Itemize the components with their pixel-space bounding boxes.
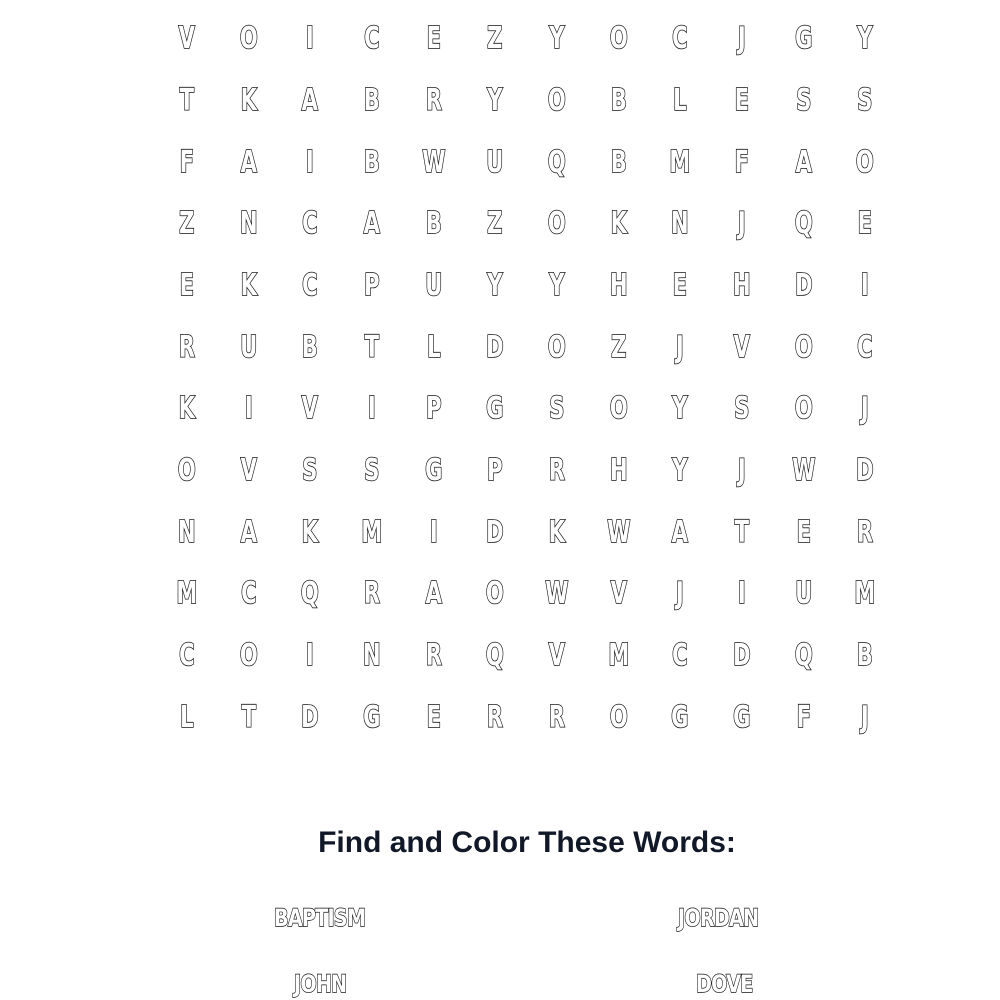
grid-letter[interactable]: W <box>421 144 446 180</box>
grid-letter[interactable]: T <box>364 329 379 365</box>
grid-letter[interactable]: O <box>547 82 566 118</box>
grid-letter[interactable]: Y <box>549 267 565 303</box>
grid-letter[interactable]: E <box>426 21 441 57</box>
grid-letter[interactable]: C <box>302 267 318 303</box>
grid-letter[interactable]: J <box>676 576 684 612</box>
grid-letter[interactable]: U <box>486 144 504 180</box>
grid-letter[interactable]: I <box>429 514 438 550</box>
grid-letter[interactable]: J <box>861 391 869 427</box>
grid-letter[interactable]: R <box>425 82 442 118</box>
grid-letter[interactable]: C <box>672 21 688 57</box>
grid-letter[interactable]: I <box>367 391 376 427</box>
grid-letter[interactable]: I <box>306 21 315 57</box>
grid-letter[interactable]: M <box>607 637 629 673</box>
word-item[interactable]: DOVE <box>696 970 753 998</box>
grid-letter[interactable]: L <box>673 82 687 118</box>
grid-letter[interactable]: D <box>301 699 319 735</box>
grid-letter[interactable]: W <box>606 514 631 550</box>
grid-letter[interactable]: E <box>857 206 873 242</box>
grid-letter[interactable]: R <box>363 576 380 612</box>
grid-letter[interactable]: T <box>241 699 256 735</box>
grid-letter[interactable]: R <box>178 329 195 365</box>
grid-letter[interactable]: V <box>610 576 627 612</box>
grid-letter[interactable]: B <box>363 82 380 118</box>
grid-letter[interactable]: I <box>861 267 869 303</box>
grid-letter[interactable]: C <box>364 21 380 57</box>
grid-letter[interactable]: C <box>240 576 257 612</box>
grid-letter[interactable]: O <box>486 576 505 612</box>
grid-letter[interactable]: O <box>177 452 196 488</box>
grid-letter[interactable]: S <box>302 452 318 488</box>
grid-letter[interactable]: P <box>487 452 503 488</box>
grid-letter[interactable]: B <box>610 82 627 118</box>
grid-letter[interactable]: K <box>548 514 565 550</box>
grid-letter[interactable]: W <box>545 576 569 612</box>
grid-letter[interactable]: W <box>791 452 816 488</box>
grid-letter[interactable]: S <box>857 82 873 118</box>
grid-letter[interactable]: U <box>794 576 812 612</box>
grid-letter[interactable]: Q <box>547 144 566 180</box>
grid-letter[interactable]: T <box>734 514 749 550</box>
grid-letter[interactable]: V <box>733 329 750 365</box>
grid-letter[interactable]: F <box>796 699 811 735</box>
grid-letter[interactable]: S <box>795 82 811 118</box>
grid-letter[interactable]: Z <box>610 329 627 365</box>
grid-letter[interactable]: O <box>547 329 566 365</box>
grid-letter[interactable]: E <box>179 267 195 303</box>
grid-letter[interactable]: K <box>301 514 319 550</box>
grid-letter[interactable]: E <box>426 699 441 735</box>
grid-letter[interactable]: O <box>794 391 813 427</box>
grid-letter[interactable]: U <box>424 267 442 303</box>
grid-letter[interactable]: S <box>364 452 380 488</box>
grid-letter[interactable]: Z <box>487 21 503 57</box>
grid-letter[interactable]: A <box>301 82 319 118</box>
grid-letter[interactable]: N <box>671 206 689 242</box>
grid-letter[interactable]: G <box>363 699 381 735</box>
grid-letter[interactable]: Y <box>857 21 873 57</box>
grid-letter[interactable]: M <box>361 514 383 550</box>
grid-letter[interactable]: D <box>794 267 813 303</box>
grid-letter[interactable]: P <box>364 267 380 303</box>
grid-letter[interactable]: B <box>610 144 627 180</box>
grid-letter[interactable]: G <box>671 699 689 735</box>
grid-letter[interactable]: M <box>176 576 198 612</box>
grid-letter[interactable]: V <box>301 391 319 427</box>
grid-letter[interactable]: K <box>610 206 627 242</box>
grid-letter[interactable]: A <box>671 514 689 550</box>
grid-letter[interactable]: H <box>609 267 628 303</box>
grid-letter[interactable]: J <box>861 699 869 735</box>
grid-letter[interactable]: B <box>302 329 319 365</box>
grid-letter[interactable]: L <box>426 329 441 365</box>
grid-letter[interactable]: E <box>734 82 749 118</box>
grid-letter[interactable]: B <box>363 144 380 180</box>
grid-letter[interactable]: R <box>425 637 442 673</box>
grid-letter[interactable]: J <box>737 452 746 488</box>
grid-letter[interactable]: R <box>548 699 565 735</box>
grid-letter[interactable]: R <box>856 514 874 550</box>
grid-letter[interactable]: J <box>676 329 684 365</box>
grid-letter[interactable]: O <box>547 206 566 242</box>
grid-letter[interactable]: D <box>486 514 504 550</box>
grid-letter[interactable]: N <box>178 514 196 550</box>
grid-letter[interactable]: O <box>856 144 874 180</box>
grid-letter[interactable]: A <box>240 514 257 550</box>
grid-letter[interactable]: B <box>425 206 442 242</box>
grid-letter[interactable]: I <box>306 637 315 673</box>
grid-letter[interactable]: A <box>425 576 442 612</box>
grid-letter[interactable]: C <box>179 637 195 673</box>
grid-letter[interactable]: I <box>306 144 315 180</box>
grid-letter[interactable]: D <box>856 452 874 488</box>
grid-letter[interactable]: C <box>302 206 318 242</box>
grid-letter[interactable]: J <box>737 206 746 242</box>
grid-letter[interactable]: D <box>732 637 751 673</box>
grid-letter[interactable]: O <box>239 21 258 57</box>
grid-letter[interactable]: Y <box>672 452 688 488</box>
grid-letter[interactable]: V <box>548 637 565 673</box>
grid-letter[interactable]: Q <box>301 576 320 612</box>
grid-letter[interactable]: Q <box>794 637 813 673</box>
grid-letter[interactable]: G <box>733 699 751 735</box>
grid-letter[interactable]: Q <box>486 637 505 673</box>
grid-letter[interactable]: Z <box>179 206 195 242</box>
grid-letter[interactable]: K <box>178 391 195 427</box>
grid-letter[interactable]: O <box>239 637 258 673</box>
grid-letter[interactable]: E <box>796 514 811 550</box>
grid-letter[interactable]: B <box>857 637 874 673</box>
grid-letter[interactable]: Y <box>549 21 565 57</box>
grid-letter[interactable]: V <box>178 21 195 57</box>
grid-letter[interactable]: M <box>669 144 691 180</box>
grid-letter[interactable]: G <box>424 452 443 488</box>
grid-letter[interactable]: O <box>609 699 628 735</box>
grid-letter[interactable]: A <box>795 144 812 180</box>
grid-letter[interactable]: K <box>240 82 257 118</box>
grid-letter[interactable]: J <box>737 21 746 57</box>
grid-letter[interactable]: L <box>180 699 194 735</box>
grid-letter[interactable]: I <box>737 576 746 612</box>
grid-letter[interactable]: O <box>794 329 813 365</box>
letter-grid <box>156 8 896 748</box>
word-list-title: Find and Color These Words: <box>318 826 736 859</box>
grid-letter[interactable]: Y <box>672 391 688 427</box>
grid-letter[interactable]: P <box>425 391 442 427</box>
grid-letter[interactable]: T <box>179 82 195 118</box>
grid-letter[interactable]: O <box>609 21 628 57</box>
word-item[interactable]: JORDAN <box>678 904 759 932</box>
grid-letter[interactable]: G <box>794 21 813 57</box>
grid-letter[interactable]: C <box>672 637 688 673</box>
grid-letter[interactable]: H <box>609 452 628 488</box>
word-item[interactable]: BAPTISM <box>274 904 366 932</box>
grid-letter[interactable]: S <box>734 391 750 427</box>
grid-letter[interactable]: C <box>857 329 873 365</box>
grid-letter[interactable]: N <box>239 206 258 242</box>
grid-letter[interactable]: S <box>549 391 565 427</box>
grid-letter[interactable]: F <box>734 144 749 180</box>
grid-letter[interactable]: Q <box>794 206 813 242</box>
grid-letter[interactable]: Y <box>487 82 503 118</box>
grid-letter[interactable]: A <box>363 206 380 242</box>
grid-letter[interactable]: U <box>239 329 258 365</box>
grid-letter[interactable]: A <box>240 144 257 180</box>
grid-letter[interactable]: O <box>609 391 628 427</box>
word-item[interactable]: JOHN <box>294 970 347 998</box>
grid-letter[interactable]: M <box>854 576 876 612</box>
grid-letter[interactable]: D <box>486 329 504 365</box>
grid-letter[interactable]: R <box>548 452 565 488</box>
grid-letter[interactable]: R <box>486 699 504 735</box>
grid-letter[interactable]: N <box>362 637 381 673</box>
grid-letter[interactable]: I <box>244 391 253 427</box>
grid-letter[interactable]: F <box>179 144 195 180</box>
grid-letter[interactable]: G <box>486 391 504 427</box>
grid-letter[interactable]: H <box>732 267 751 303</box>
grid-letter[interactable]: E <box>672 267 688 303</box>
grid-letter[interactable]: V <box>240 452 257 488</box>
grid-letter[interactable]: Y <box>487 267 503 303</box>
grid-letter[interactable]: Z <box>487 206 503 242</box>
grid-letter[interactable]: K <box>240 267 257 303</box>
